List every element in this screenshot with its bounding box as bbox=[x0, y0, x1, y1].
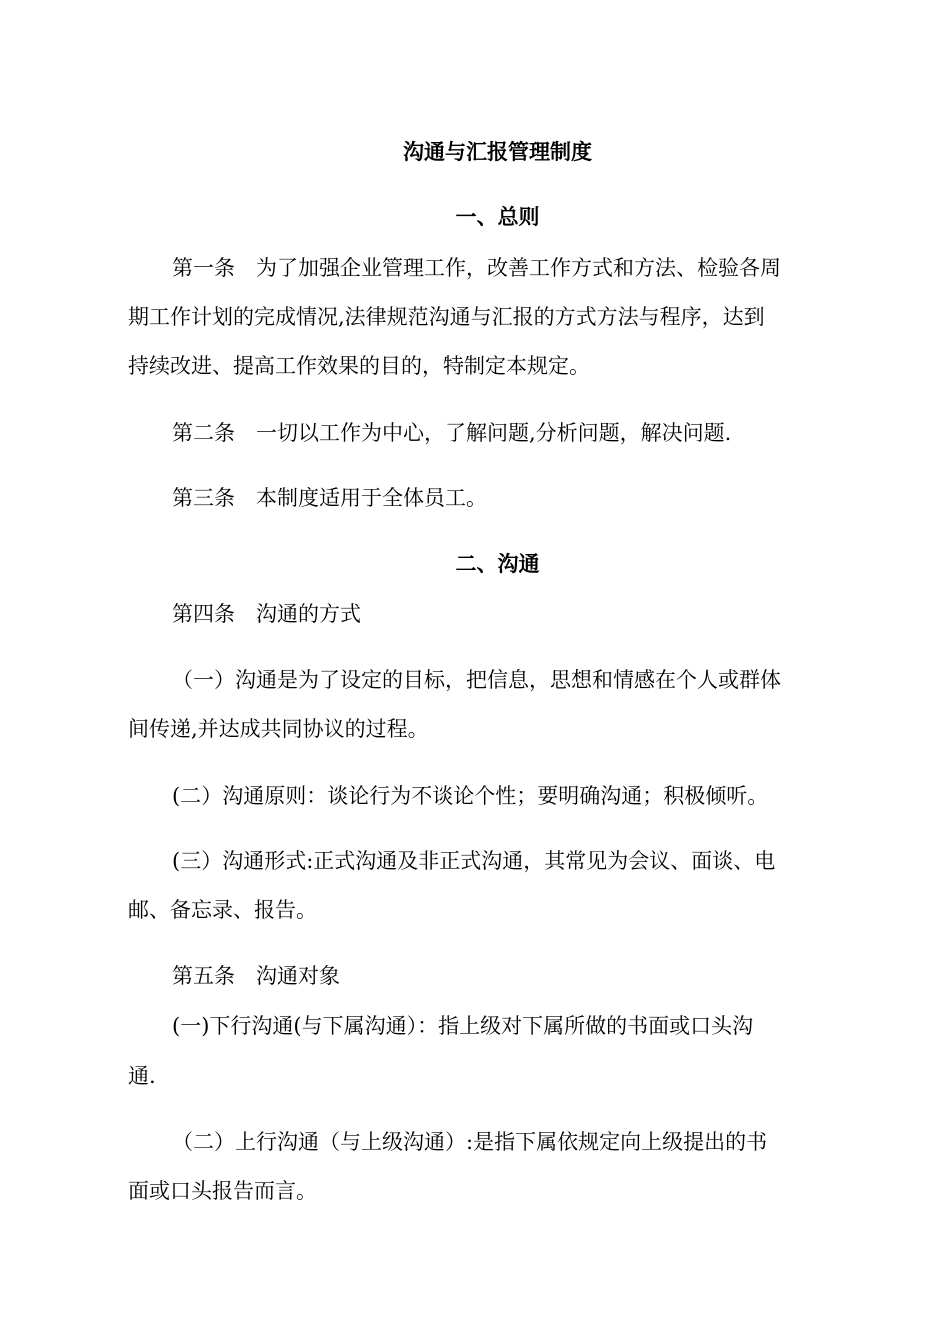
article-4: 第四条 沟通的方式 bbox=[172, 602, 361, 626]
article-1-line-1: 第一条 为了加强企业管理工作，改善工作方式和方法、检验各周 bbox=[172, 256, 781, 280]
article-1-line-2: 期工作计划的完成情况,法律规范沟通与汇报的方式方法与程序，达到 bbox=[128, 305, 765, 329]
object-item-1-line-2: 通. bbox=[128, 1064, 156, 1088]
article-3: 第三条 本制度适用于全体员工。 bbox=[172, 486, 487, 510]
method-item-3-line-2: 邮、备忘录、报告。 bbox=[128, 898, 317, 922]
section-heading-communication: 二、沟通 bbox=[455, 551, 540, 576]
method-item-2: (二）沟通原则：谈论行为不谈论个性；要明确沟通；积极倾听。 bbox=[172, 784, 769, 808]
method-item-1-line-2: 间传递,并达成共同协议的过程。 bbox=[128, 717, 429, 741]
article-5: 第五条 沟通对象 bbox=[172, 964, 340, 988]
article-1-line-3: 持续改进、提高工作效果的目的，特制定本规定。 bbox=[128, 354, 590, 378]
object-item-2-line-1: （二）上行沟通（与上级沟通）:是指下属依规定向上级提出的书 bbox=[172, 1130, 768, 1154]
method-item-1-line-1: （一）沟通是为了设定的目标，把信息，思想和情感在个人或群体 bbox=[172, 668, 781, 692]
method-item-3-line-1: (三）沟通形式:正式沟通及非正式沟通，其常见为会议、面谈、电 bbox=[172, 849, 776, 873]
section-heading-general: 一、总则 bbox=[455, 204, 540, 229]
object-item-1-line-1: (一)下行沟通(与下属沟通）：指上级对下属所做的书面或口头沟 bbox=[172, 1014, 754, 1038]
object-item-2-line-2: 面或口头报告而言。 bbox=[128, 1179, 317, 1203]
article-2: 第二条 一切以工作为中心，了解问题,分析问题，解决问题. bbox=[172, 421, 732, 445]
document-title: 沟通与汇报管理制度 bbox=[403, 139, 592, 164]
